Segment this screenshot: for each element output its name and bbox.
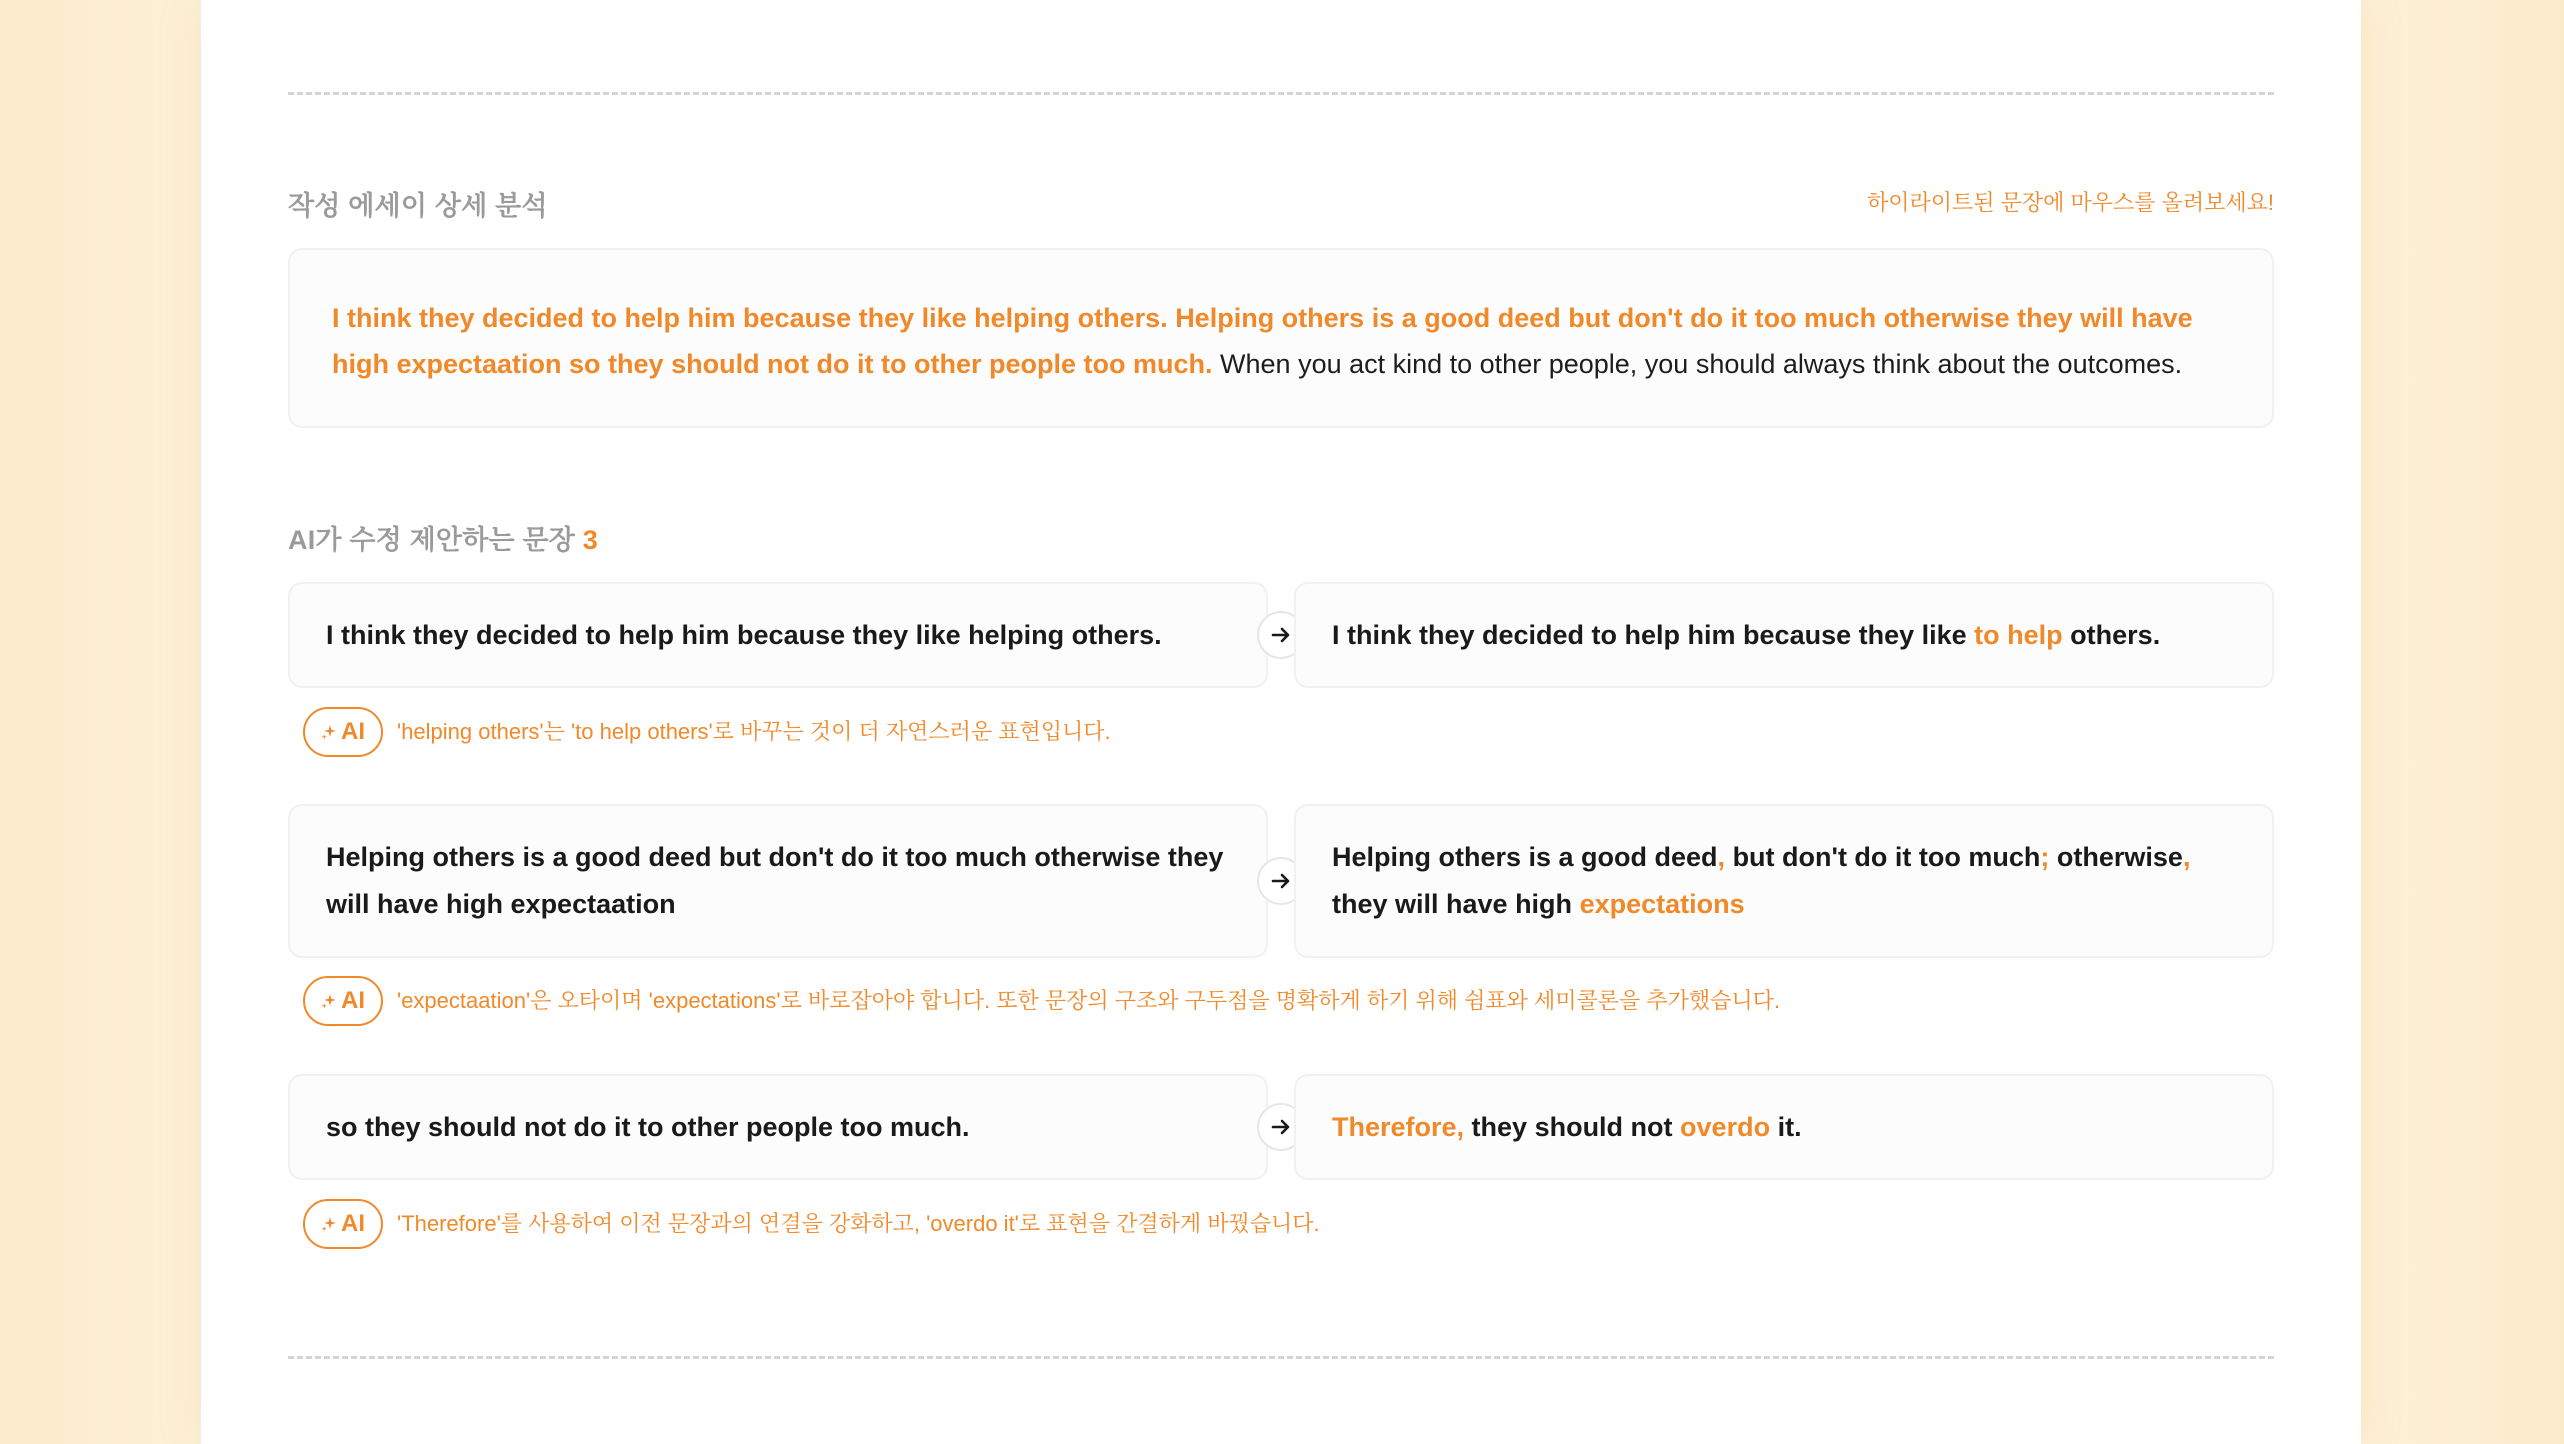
ai-badge-label: AI (341, 987, 365, 1014)
suggestions-title-text: AI가 수정 제안하는 문장 (288, 525, 576, 555)
page-backdrop-left (0, 0, 210, 1444)
original-sentence-box-2 (288, 804, 1268, 958)
highlighted-sentence-1[interactable]: I think they decided to help him because they like helping others. (332, 303, 1168, 333)
essay-analysis-title: 작성 에세이 상세 분석 (288, 191, 548, 221)
revised-sentence-text: I think they decided to help him because they like to help others. (1332, 619, 2161, 650)
revised-sentence-box-1 (1294, 582, 2274, 688)
suggestions-count: 3 (582, 525, 598, 555)
revised-sentence-text: Therefore, they should not overdo it. (1332, 1111, 1802, 1142)
revised-sentence-text: Helping others is a good deed, but don't do it too much; otherwise, they will have high expectations (1332, 842, 2191, 919)
original-sentence-box-1 (288, 582, 1268, 688)
essay-text-box (288, 248, 2274, 428)
changed-phrase: expectations (1579, 889, 1745, 919)
ai-badge-3 (303, 1199, 383, 1249)
revised-sentence-box-2 (1294, 804, 2274, 958)
sparkle-icon (321, 993, 337, 1009)
arrow-right-icon (1269, 1115, 1293, 1139)
top-divider (288, 92, 2274, 95)
changed-phrase: ; (2040, 842, 2050, 872)
changed-phrase: overdo (1680, 1111, 1771, 1142)
changed-phrase: to help (1974, 619, 2063, 650)
suggestions-title (288, 518, 598, 557)
hover-hint: 하이라이트된 문장에 마우스를 올려보세요! (1867, 190, 2274, 215)
arrow-right-icon (1269, 869, 1293, 893)
bottom-divider (288, 1356, 2274, 1359)
changed-phrase: Therefore, (1332, 1111, 1465, 1142)
ai-explanation-1: 'helping others'는 'to help others'로 바꾸는 것이 더 자연스러운 표현입니다. (397, 719, 1111, 744)
original-sentence-text: I think they decided to help him because they like helping others. (326, 619, 1162, 650)
highlighted-sentence-2[interactable]: Helping others is a good deed but don't do it too much otherwise they will have high expectaation so they should not do it to other people too much. (332, 303, 2193, 379)
ai-explanation-3: 'Therefore'를 사용하여 이전 문장과의 연결을 강화하고, 'overdo it'로 표현을 간결하게 바꿨습니다. (397, 1211, 1320, 1236)
ai-explanation-2: 'expectaation'은 오타이며 'expectations'로 바로잡아야 합니다. 또한 문장의 구조와 구두점을 명확하게 하기 위해 쉼표와 세미콜론을 추가했습니다. (397, 988, 1780, 1013)
ai-badge-label: AI (341, 718, 365, 745)
changed-phrase: , (2182, 842, 2191, 872)
page-backdrop-right (2354, 0, 2564, 1444)
revised-sentence-box-3 (1294, 1074, 2274, 1180)
plain-sentence: When you act kind to other people, you should always think about the outcomes. (1220, 349, 2183, 379)
sparkle-icon (321, 724, 337, 740)
sparkle-icon (321, 1216, 337, 1232)
arrow-right-icon (1269, 623, 1293, 647)
ai-badge-2 (303, 976, 383, 1026)
original-sentence-text: Helping others is a good deed but don't do it too much otherwise they will have high expectaation (326, 842, 1224, 919)
original-sentence-text: so they should not do it to other people too much. (326, 1111, 970, 1142)
changed-phrase: , (1717, 842, 1726, 872)
ai-badge-label: AI (341, 1210, 365, 1237)
original-sentence-box-3 (288, 1074, 1268, 1180)
ai-badge-1 (303, 707, 383, 757)
